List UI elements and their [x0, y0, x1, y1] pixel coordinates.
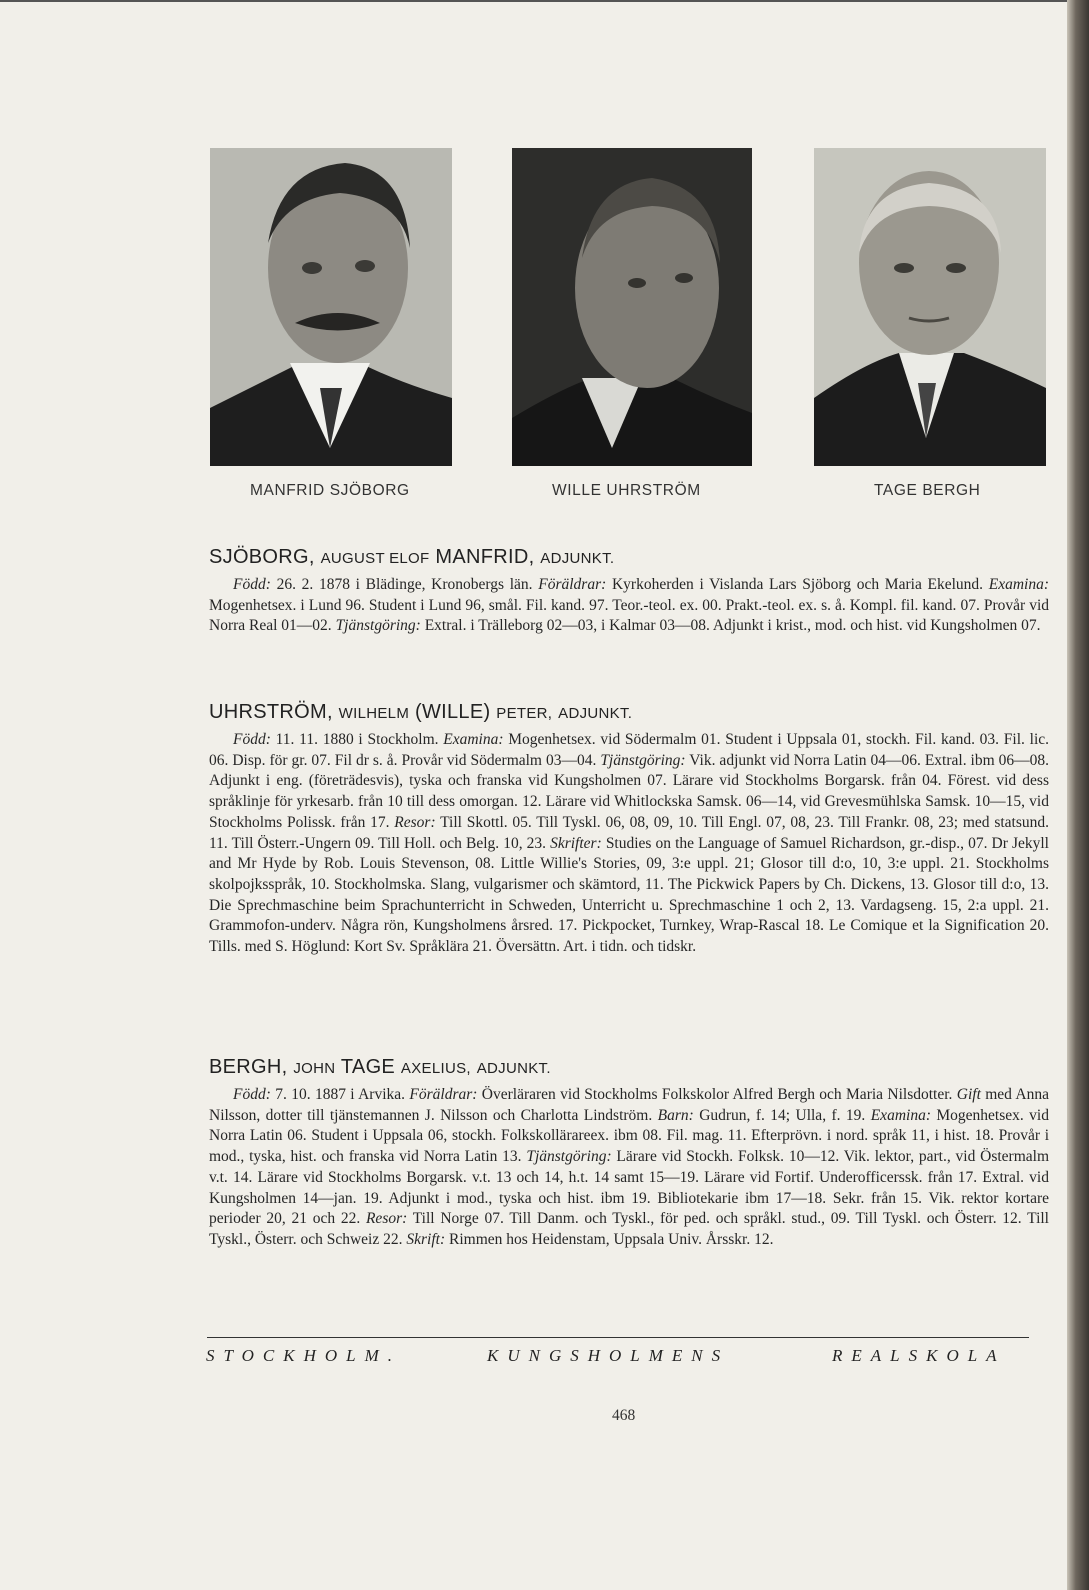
field-label: Född:	[233, 1086, 271, 1103]
portrait-caption: WILLE UHRSTRÖM	[552, 482, 701, 499]
field-label: Skrift:	[406, 1230, 446, 1248]
field-label: Barn:	[657, 1106, 694, 1124]
field-text: Gudrun, f. 14; Ulla, f. 19.	[693, 1106, 871, 1124]
field-text: Rimmen hos Heidenstam, Uppsala Univ. Årsskr. 12.	[445, 1230, 774, 1248]
field-text: Extral. i Trälleborg 02—03, i Kalmar 03—08. Adjunkt i krist., mod. och hist. vid Kungsholmen 07.	[420, 617, 1041, 635]
field-text: Kyrkoherden i Vislanda Lars Sjöborg och Maria Ekelund.	[606, 576, 989, 593]
field-text: 26. 2. 1878 i Blädinge, Kronobergs län.	[270, 576, 539, 593]
biography-entry-sjoborg	[209, 546, 1049, 637]
field-label: Född:	[233, 576, 271, 593]
surname: UHRSTRÖM,	[209, 701, 333, 723]
entry-heading	[209, 1056, 1049, 1079]
field-text: Lärare vid Stockh. Folksk. 10—12. Vik. lektor, part., vid Östermalm v.t. 14. Lärare vid Stockholms Borgarsk. v.t. 13 och 14, h.t. 14 samt 15—19. Lärare vid Fortif. Underofficerssk. från 17. Extral. vid Kungsholmen 14—jan. 19. Adjunkt i mod., tyska och hist. ibm 19. Bibliotekarie ibm 17—18. Sekr. från 15. Vik. rektor kortare perioder 20, 21 och 22.	[209, 1148, 1050, 1228]
field-label: Resor:	[365, 1210, 408, 1228]
given-name: WILHELM	[338, 705, 410, 722]
field-text: med Anna Nilsson, dotter till tjänstemannen J. Nilsson och Charlotta Lindström.	[209, 1086, 1050, 1124]
field-text: Till Skottl. 05. Till Tyskl. 06, 08, 09, 10. Till Engl. 07, 08, 23. Till Frankr. 08, 23; med statsund. 11. Till Österr.-Ungern 09. Till Holl. och Belg. 10, 23.	[209, 813, 1049, 852]
given-name: (WILLE)	[414, 701, 491, 723]
field-label: Tjänstgöring:	[600, 751, 686, 769]
entry-body	[209, 730, 1049, 958]
footer-school-name: KUNGSHOLMENS	[487, 1346, 730, 1365]
biography-entry-bergh	[209, 1056, 1049, 1251]
field-label: Examina:	[870, 1106, 931, 1124]
given-name: TAGE	[340, 1056, 396, 1078]
entry-body	[209, 1085, 1049, 1251]
surname: SJÖBORG,	[209, 546, 315, 568]
field-text: 11. 11. 1880 i Stockholm.	[270, 731, 444, 748]
field-label: Resor:	[394, 813, 436, 831]
field-text: Mogenhetsex. vid Södermalm 01. Student i Uppsala 01, stockh. Fil. kand. 03. Fil. lic. 06. Disp. för gr. 07. Fil dr s. å. Provår vid Södermalm 03—04.	[209, 731, 1050, 769]
field-text: Mogenhetsex. i Lund 96. Student i Lund 96, smål. Fil. kand. 97. Teor.-teol. ex. 00. Prakt.-teol. ex. s. å. Kompl. fil. kand. 07. Provår vid Norra Real 01—02.	[209, 596, 1049, 635]
given-name: AUGUST ELOF	[320, 550, 430, 567]
given-name: JOHN	[293, 1060, 336, 1077]
book-spine-edge	[1067, 0, 1089, 1590]
biography-entry-uhrstrom	[209, 701, 1049, 958]
field-label: Född:	[233, 731, 271, 748]
field-text: Till Norge 07. Till Danm. och Tyskl., för ped. och språkl. stud., 09. Till Tyskl. och Österr. 12. Till Tyskl., Österr. och Schweiz 22.	[209, 1210, 1049, 1248]
field-label: Tjänstgöring:	[335, 617, 421, 635]
field-label: Skrifter:	[550, 834, 602, 852]
footer-school-type: REALSKOLA	[832, 1346, 1006, 1365]
surname: BERGH,	[209, 1056, 288, 1078]
position-title: ADJUNKT.	[476, 1060, 551, 1077]
field-label: Föräldrar:	[409, 1086, 478, 1103]
field-label: Tjänstgöring:	[526, 1148, 612, 1166]
entry-heading	[209, 701, 1049, 724]
footer-rule	[207, 1337, 1029, 1338]
field-label: Gift	[956, 1086, 981, 1103]
field-label: Föräldrar:	[538, 576, 607, 593]
portrait-photo-bergh	[814, 148, 1046, 466]
given-name: PETER,	[496, 705, 553, 722]
entry-heading	[209, 546, 1049, 569]
top-edge-line	[0, 0, 1089, 2]
portrait-row	[210, 148, 1046, 468]
field-text: Studies on the Language of Samuel Richardson, gr.-disp., 07. Dr Jekyll and Mr Hyde by Rob. Louis Stevenson, 08. Little Willie's Stories, 09, 3:e uppl. 21; Glosor till d:o, 10, 3:e uppl. 21. Stockholms skolpojksspråk, 10. Stockholmska. Slang, vulgarismer och skämtord, 11. The Pickwick Papers by Ch. Dickens, 13. Glosor till d:o, 13. Die Sprechmaschine beim Sprachunterricht in Schweden, Unterricht u. Sprechmaschine 1 och 2, 13. Vardagseng. 15, 2:a uppl. 21. Grammofon-underv. Några rön, Kungsholmens årsred. 17. Pickpocket, Turnkey, Wrap-Rascal 18. Le Comique et la Signification 20. Tills. med S. Höglund: Kort Sv. Språklära 21. Översättn. Art. i tidn. och tidskr.	[209, 834, 1049, 956]
given-name: AXELIUS,	[400, 1060, 471, 1077]
field-text: 7. 10. 1887 i Arvika.	[270, 1086, 410, 1103]
position-title: ADJUNKT.	[540, 550, 615, 567]
portrait-photo-sjoborg	[210, 148, 452, 466]
field-label: Examina:	[988, 576, 1049, 593]
field-label: Examina:	[443, 731, 504, 748]
page-number: 468	[612, 1407, 636, 1424]
given-name: MANFRID,	[435, 546, 535, 568]
position-title: ADJUNKT.	[558, 705, 633, 722]
portrait-caption: TAGE BERGH	[874, 482, 981, 499]
portrait-caption: MANFRID SJÖBORG	[250, 482, 410, 499]
portrait-photo-uhrstrom	[512, 148, 752, 466]
field-text: Överläraren vid Stockholms Folkskolor Alfred Bergh och Maria Nilsdotter.	[477, 1086, 957, 1103]
field-text: Vik. adjunkt vid Norra Latin 04—06. Extral. ibm 06—08. Adjunkt i eng. (företrädesvis), tyska och franska vid Kungsholmen 07. Lärare vid Stockholms Borgarsk. från 04. Förest. vid dess språklinje för yrkesarb. från 10 till dess omorgan. 12. Lärare vid Whitlockska Samsk. 06—14, vid Grevesmühlska Samsk. 10—15, vid Stockholms Polissk. från 17.	[209, 751, 1049, 831]
entry-body	[209, 575, 1049, 637]
field-text: Mogenhetsex. vid Norra Latin 06. Student i Uppsala 06, stockh. Folkskollärareex. ibm 08. Fil. mag. 11. Efterprövn. i nord. språk 11, i hist. 18. Provår i mod., tyska, hist. och franska vid Norra Latin 13.	[209, 1106, 1049, 1166]
footer-city: STOCKHOLM.	[206, 1346, 402, 1365]
